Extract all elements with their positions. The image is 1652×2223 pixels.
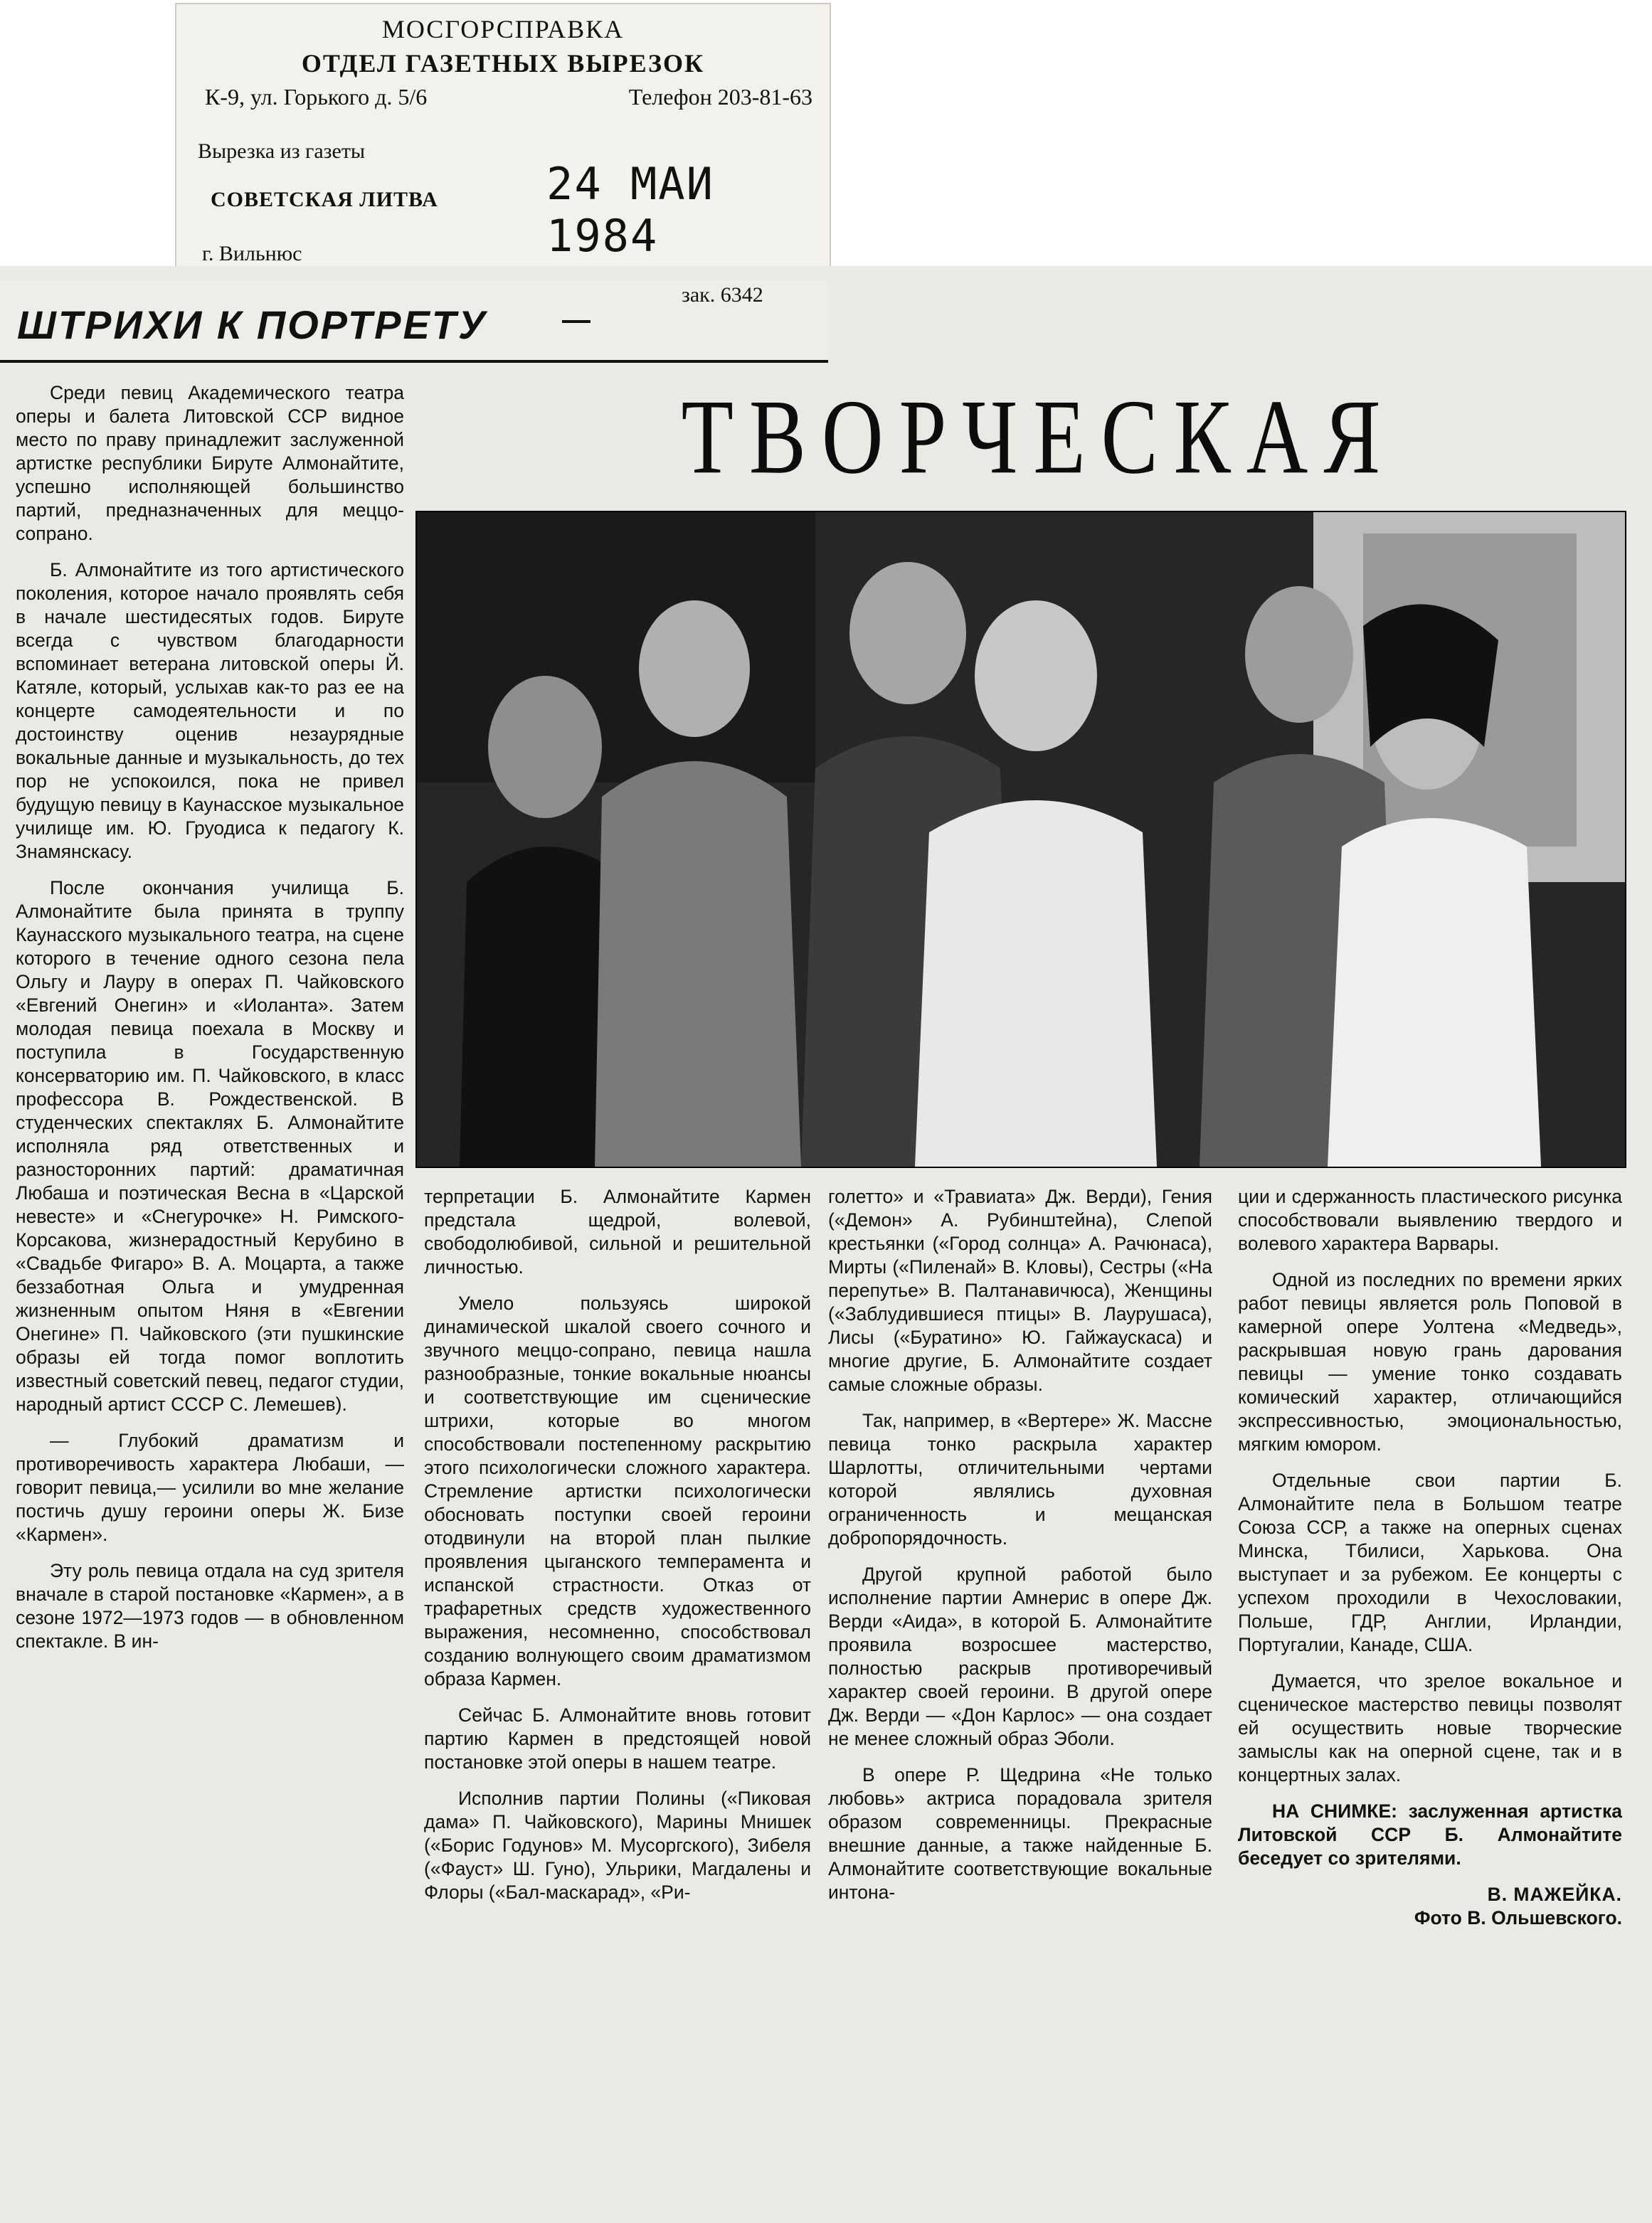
article-column-4 [1238,1185,1622,1930]
article-paragraph: — Глубокий драматизм и противоречивость характера Любаши, — говорит певица,— усилили во мне желание постичь душу героини оперы Ж. Бизе «Кармен». [16,1430,404,1545]
stamp-org: МОСГОРСПРАВКА [381,15,625,43]
article-paragraph: Одной из последних по времени ярких работ певицы является роль Поповой в камерной опере Уолтена «Медведь», раскрывшая новую грань дарования певицы — умение тонко создавать комический характер, отличающийся экспрессивностью, эмоциональностью, мягким юмором. [1238,1269,1622,1455]
stamp-address: К-9, ул. Горького д. 5/6 [205,84,428,110]
article-column-1 [16,381,404,1666]
article-photo [415,511,1626,1168]
article-column-3 [828,1185,1212,1917]
article-paragraph: Умело пользуясь широкой динамической шкалой своего сочного и звучного меццо-сопрано, певица нашла разнообразные, тонкие вокальные нюансы и соответствующие им сценические штрихи, которые во многом способствовали постепенному раскрытию этого психологически сложного характера. Стремление артистки психологически обосновать поступки своей героини отодвинули на второй план пылкие проявления цыганского темперамента и испанской страстности. Отказ от трафаретных средств художественного выражения, несомненно, способствовал созданию волнующего своим драматизмом образа Кармен. [424,1293,811,1689]
article-paragraph: Так, например, в «Вертере» Ж. Массне певица тонко раскрыла характер Шарлотты, отличительными чертами которой являлись духовная ограниченность и мещанская добропорядочность. [828,1410,1212,1549]
stamp-newspaper: СОВЕТСКАЯ ЛИТВА [211,188,438,211]
article-paragraph: ции и сдержанность пластического рисунка способствовали выявлению твердого и волевого характера Варвары. [1238,1186,1622,1254]
article-paragraph: Эту роль певица отдала на суд зрителя вначале в старой постановке «Кармен», а в сезоне 1972—1973 годов — в обновленном спектакле. В ин- [16,1560,404,1652]
article-author: В. МАЖЕЙКА. [1487,1884,1622,1905]
stamp-cut-from: Вырезка из газеты [198,139,366,163]
clipping-service-stamp [175,3,831,269]
article-paragraph: терпретации Б. Алмонайтите Кармен предстала щедрой, волевой, свободолюбивой, сильной и решительной личностью. [424,1186,811,1278]
article-paragraph: После окончания училища Б. Алмонайтите была принята в труппу Каунасского музыкального театра, на сцене которого в течение одного сезона пела Ольгу и Лауру в операх П. Чайковского «Евгений Онегин» и «Иоланта». Затем молодая певица поехала в Москву и поступила в Государственную консерваторию им. П. Чайковского, в класс профессора В. Рождественской. В студенческих спектаклях Б. Алмонайтите исполняла ряд ответственных и разносторонних партий: драматичная Любаша и поэтическая Весна в «Царской невесте» и «Снегурочке» Н. Римского-Корсакова, жизнерадостный Керубино в «Свадьбе Фигаро» В. А. Моцарта, а также беззаботная Ольга и умудренная жизненным опытом Няня в «Евгении Онегине» П. Чайковского (эти пушкинские образы ей тогда помог воплотить известный советский певец, педагог студии, народный артист СССР С. Лемешев). [16,877,404,1415]
article-paragraph: Сейчас Б. Алмонайтите вновь готовит партию Кармен в предстоящей новой постановке этой оперы в нашем театре. [424,1704,811,1773]
photo-illustration [417,512,1625,1167]
caption-text: заслуженная артистка Литовской ССР Б. Алмонайтите беседует со зрителями. [1238,1800,1622,1869]
photo-caption [1238,1800,1622,1870]
caption-label: НА СНИМКЕ: [1272,1800,1397,1822]
stamp-phone: Телефон 203-81-63 [628,84,812,110]
article-paragraph: голетто» и «Травиата» Дж. Верди), Гения («Демон» А. Рубинштейна), Слепой крестьянки («Город солнца» А. Рачюнаса), Мирты («Пиленай» В. Кловы), Сестры («На перепутье» В. Палтанавичюса), Женщины («Заблудившиеся птицы» В. Лаурушаса), Лисы («Буратино» Ю. Гайжаускаса) и многие другие, Б. Алмонайтите создает самые сложные образы. [828,1186,1212,1395]
article-headline: ТВОРЧЕСКАЯ [681,377,1397,496]
article-paragraph: Б. Алмонайтите из того артистического поколения, которое начало проявлять себя в начале шестидесятых годов. Бируте всегда с чувством благодарности вспоминает ветерана литовской оперы Й. Катяле, который, услыхав как-то раз ее на концерте самодеятельности и по достоинству оценив незаурядные вокальные данные и музыкальность, до тех пор не успокоился, пока не привел будущую певицу в Каунасское музыкальное училище им. Ю. Груодиса к педагогу К. Знамянскасу. [16,559,404,862]
article-paragraph: Другой крупной работой было исполнение партии Амнерис в опере Дж. Верди «Аида», в которой Б. Алмонайтите проявила возросшее мастерство, полностью раскрыв противоречивый характер своей героини. В другой опере Дж. Верди — «Дон Карлос» — она создает не менее сложный образ Эболи. [828,1564,1212,1749]
photo-credit: Фото В. Ольшевского. [1414,1907,1622,1928]
article-paragraph: Отдельные свои партии Б. Алмонайтите пела в Большом театре Союза ССР, а также на оперных сценах Минска, Тбилиси, Харькова. Она выступает и за рубежом. Ее концерты с успехом проходили в Чехословакии, Польше, ГДР, Англии, Ирландии, Португалии, Канаде, США. [1238,1470,1622,1655]
article-paragraph: В опере Р. Щедрина «Не только любовь» актриса порадовала зрителя образом современницы. Прекрасные внешние данные, а также найденные Б. Алмонайтите соответствующие вокальные интона- [828,1764,1212,1903]
stamp-city: г. Вильнюс [202,242,302,265]
stamp-department: ОТДЕЛ ГАЗЕТНЫХ ВЫРЕЗОК [301,49,705,78]
rubric-dash [562,320,591,323]
article-paragraph: Думается, что зрелое вокальное и сценическое мастерство певицы позволят ей осуществить новые творческие замыслы как на оперной сцене, так и в концертных залах. [1238,1670,1622,1786]
stamp-date: 24 МАИ 1984 [546,158,714,262]
article-column-2 [424,1185,811,1917]
article-paragraph: Среди певиц Академического театра оперы и балета Литовской ССР видное место по праву принадлежит заслуженной артистке республики Бируте Алмонайтите, успешно исполняющей большинство партий, предназначенных для меццо-сопрано. [16,382,404,544]
article-paragraph: Исполнив партии Полины («Пиковая дама» П. Чайковского), Марины Мнишек («Борис Годунов» М. Мусоргского), Зибеля («Фауст» Ш. Гуно), Ульрики, Магдалены и Флоры («Бал-маскарад», «Ри- [424,1788,811,1903]
order-number: зак. 6342 [682,283,763,307]
rubric-title: ШТРИХИ К ПОРТРЕТУ [17,302,487,347]
